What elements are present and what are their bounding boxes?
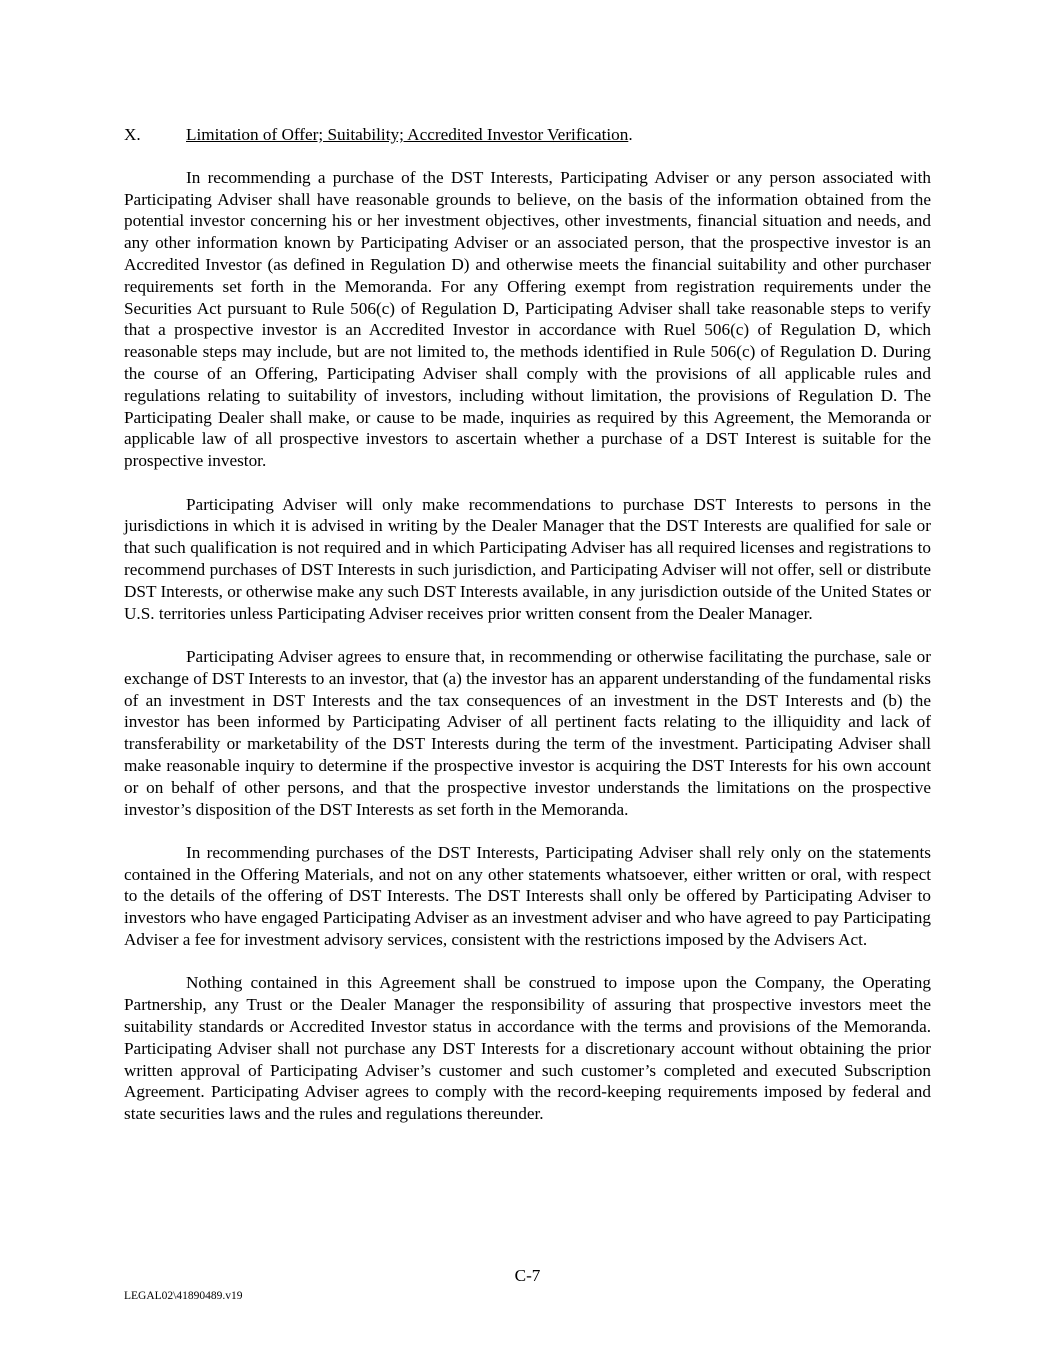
- paragraph-offering-materials: In recommending purchases of the DST Interests, Participating Adviser shall rely only on the statements contained in the Offering Materials, and not on any other statements whatsoever, either written or oral, with respect to the details of the offering of DST Interests. The DST Interests shall only be offered by Participating Adviser to investors who have engaged Participating Adviser as an investment adviser and who have agreed to pay Participating Adviser a fee for investment advisory services, consistent with the restrictions imposed by the Advisers Act.: [124, 842, 931, 950]
- document-id: LEGAL02\41890489.v19: [124, 1290, 243, 1302]
- page-number: C-7: [514, 1266, 541, 1285]
- paragraph-investor-understanding: Participating Adviser agrees to ensure that, in recommending or otherwise facilitating the purchase, sale or exchange of DST Interests to an investor, that (a) the investor has an apparent understanding of the fundamental risks of an investment in DST Interests and the tax consequences of an investment in the DST Interests and (b) the investor has been informed by Participating Adviser of all pertinent facts relating to the illiquidity and lack of transferability or marketability of the DST Interests during the term of the investment. Participating Adviser shall make reasonable inquiry to determine if the prospective investor is acquiring the DST Interests for his own account or on behalf of other persons, and that the prospective investor understands the limitations on the prospective investor’s disposition of the DST Interests as set forth in the Memoranda.: [124, 646, 931, 819]
- section-title-suffix: .: [628, 125, 633, 144]
- paragraph-jurisdictions: Participating Adviser will only make recommendations to purchase DST Interests to persons in the jurisdictions in which it is advised in writing by the Dealer Manager that the DST Interests are qualified for sale or that such qualification is not required and in which Participating Adviser has all required licenses and registrations to recommend purchases of DST Interests in such jurisdiction, and Participating Adviser will not offer, sell or distribute DST Interests, or otherwise make any such DST Interests available, in any jurisdiction outside of the United States or U.S. territories unless Participating Adviser receives prior written consent from the Dealer Manager.: [124, 494, 932, 623]
- section-title: Limitation of Offer; Suitability; Accredited Investor Verification: [186, 125, 629, 144]
- paragraph-no-responsibility: Nothing contained in this Agreement shall be construed to impose upon the Company, the Operating Partnership, any Trust or the Dealer Manager the responsibility of assuring that prospective investors meet the suitability standards or Accredited Investor status in accordance with the terms and provisions of the Memoranda. Participating Adviser shall not purchase any DST Interests for a discretionary account without obtaining the prior written approval of Participating Adviser’s customer and such customer’s completed and executed Subscription Agreement. Participating Adviser agrees to comply with the record-keeping requirements imposed by federal and state securities laws and the rules and regulations thereunder.: [124, 973, 931, 1124]
- document-body: [124, 124, 931, 1147]
- section-heading: [124, 124, 931, 146]
- section-number: X.: [124, 125, 141, 144]
- section-title-wrap: [186, 124, 633, 146]
- paragraph-suitability: In recommending a purchase of the DST Interests, Participating Adviser or any person associated with Participating Adviser shall have reasonable grounds to believe, on the basis of the information obtained from the potential investor concerning his or her investment objectives, other investments, financial situation and needs, and any other information known by Participating Adviser or an associated person, that the prospective investor is an Accredited Investor (as defined in Regulation D) and otherwise meets the financial suitability and other purchaser requirements set forth in the Memoranda. For any Offering exempt from registration requirements under the Securities Act pursuant to Rule 506(c) of Regulation D, Participating Adviser shall take reasonable steps to verify that a prospective investor is an Accredited Investor in accordance with Ruel 506(c) of Regulation D, which reasonable steps may include, but are not limited to, the methods identified in Rule 506(c) of Regulation D. During the course of an Offering, Participating Adviser shall comply with the provisions of all applicable rules and regulations relating to suitability of investors, including without limitation, the provisions of Regulation D. The Participating Dealer shall make, or cause to be made, inquiries as required by this Agreement, the Memoranda or applicable law of all prospective investors to ascertain whether a purchase of a DST Interest is suitable for the prospective investor.: [124, 167, 931, 471]
